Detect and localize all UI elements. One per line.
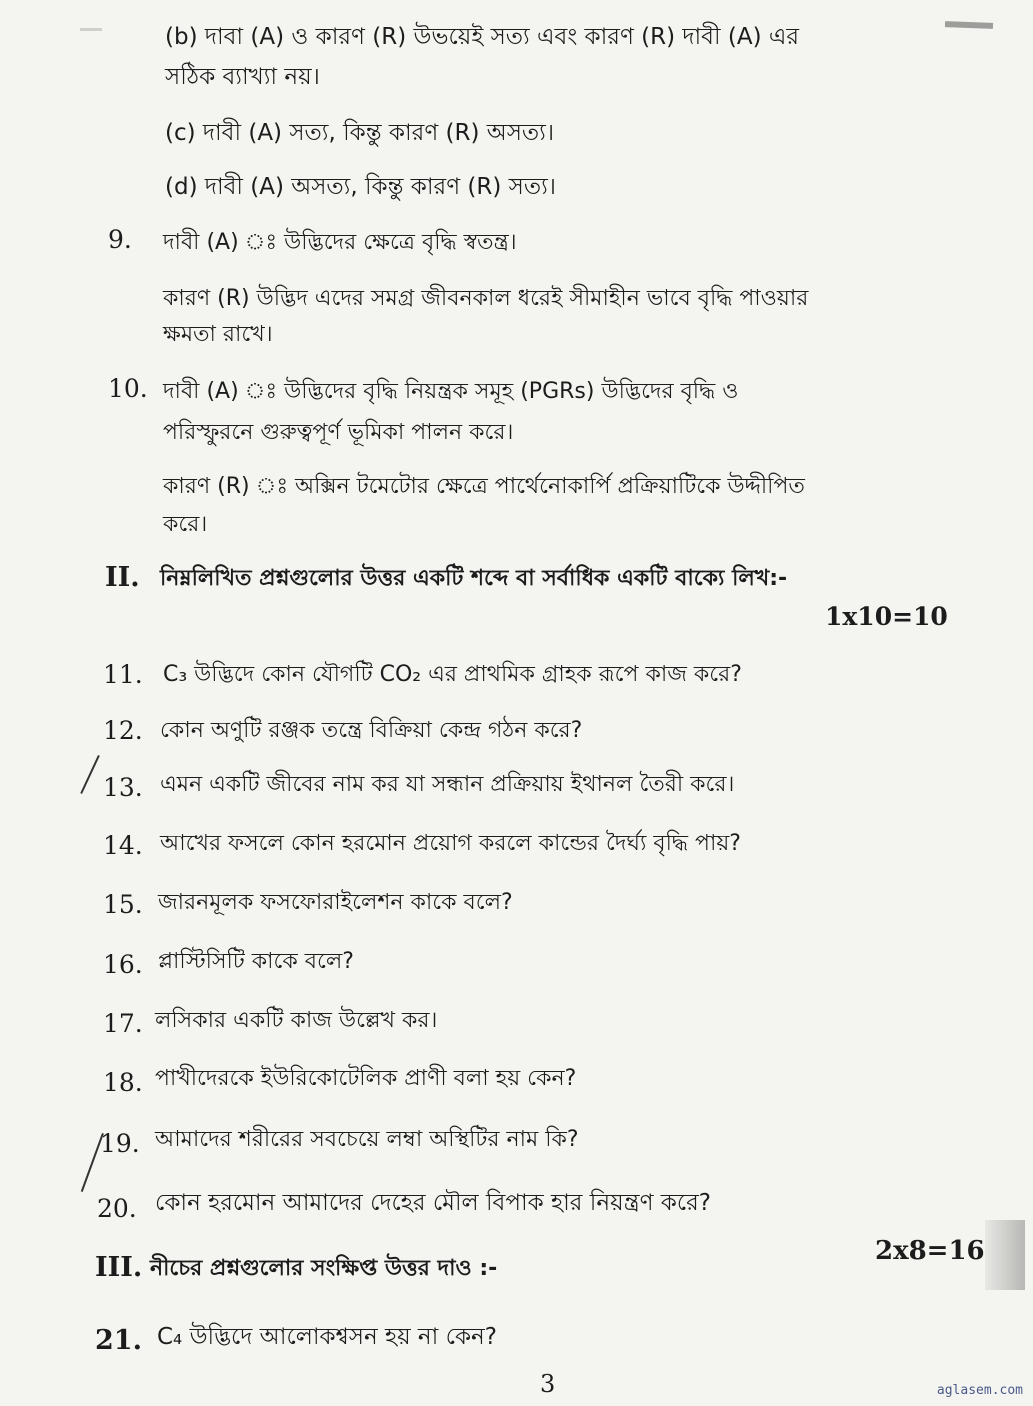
q10-assertion-line1: দাবী (A) ঃ উদ্ভিদের বৃদ্ধি নিয়ন্ত্রক সমূহ (PGRs) উদ্ভিদের বৃদ্ধি ও: [163, 379, 739, 404]
section2-marks: 1x10=10: [825, 602, 948, 631]
question-number: 21.: [95, 1325, 142, 1356]
question-number: 14.: [103, 831, 143, 860]
scan-artifact: [945, 21, 993, 29]
question-number: 16.: [103, 950, 143, 979]
question-number: 20.: [97, 1194, 137, 1223]
section2-heading: নিম্নলিখিত প্রশ্নগুলোর উত্তর একটি শব্দে বা সর্বাধিক একটি বাক্যে লিখ:-: [160, 566, 788, 591]
q9-reason-line2: ক্ষমতা রাখে।: [163, 322, 273, 347]
question-text: জারনমূলক ফসফোরাইলেশন কাকে বলে?: [158, 890, 513, 915]
scan-artifact: [80, 28, 102, 31]
question-number: 12.: [103, 716, 143, 745]
q9-reason-line1: কারণ (R) উদ্ভিদ এদের সমগ্র জীবনকাল ধরেই সীমাহীন ভাবে বৃদ্ধি পাওয়ার: [163, 286, 809, 311]
q10-assertion-line2: পরিস্ফুরনে গুরুত্বপূর্ণ ভূমিকা পালন করে।: [163, 420, 514, 445]
option-d: (d) দাবী (A) অসত্য, কিন্তু কারণ (R) সত্য।: [165, 174, 557, 200]
question-text: এমন একটি জীবের নাম কর যা সন্ধান প্রক্রিয়ায় ইথানল তৈরী করে।: [160, 772, 735, 797]
question-text: কোন হরমোন আমাদের দেহের মৌল বিপাক হার নিয়ন্ত্রণ করে?: [155, 1190, 711, 1216]
question-text: আখের ফসলে কোন হরমোন প্রয়োগ করলে কান্ডের দৈর্ঘ্য বৃদ্ধি পায়?: [160, 831, 741, 856]
question-number: 13.: [103, 773, 143, 802]
pen-tick-mark: [80, 755, 100, 794]
section-roman: II.: [105, 562, 140, 593]
question-number: 15.: [103, 890, 143, 919]
question-number: 11.: [103, 660, 143, 689]
scan-shadow: [985, 1220, 1025, 1290]
question-text: লসিকার একটি কাজ উল্লেখ কর।: [155, 1008, 438, 1033]
q10-reason-line2: করে।: [163, 512, 208, 537]
option-b-line2: সঠিক ব্যাখ্যা নয়।: [165, 64, 320, 90]
question-number: 17.: [103, 1009, 143, 1038]
section3-heading: নীচের প্রশ্নগুলোর সংক্ষিপ্ত উত্তর দাও :-: [150, 1256, 498, 1281]
question-text: প্লাস্টিসিটি কাকে বলে?: [158, 949, 354, 974]
section-roman: III.: [95, 1252, 143, 1283]
option-b-line1: (b) দাবা (A) ও কারণ (R) উভয়েই সত্য এবং কারণ (R) দাবী (A) এর: [165, 24, 800, 50]
question-text: C₄ উদ্ভিদে আলোকশ্বসন হয় না কেন?: [157, 1324, 497, 1350]
question-text: আমাদের শরীরের সবচেয়ে লম্বা অস্থিটির নাম কি?: [155, 1127, 579, 1152]
q9-assertion: দাবী (A) ঃ উদ্ভিদের ক্ষেত্রে বৃদ্ধি স্বতন্ত্র।: [163, 230, 517, 255]
watermark: aglasem.com: [936, 1383, 1023, 1398]
question-text: পাখীদেরকে ইউরিকোটেলিক প্রাণী বলা হয় কেন?: [155, 1066, 577, 1091]
question-number: 19.: [100, 1129, 140, 1158]
question-number: 10.: [108, 374, 148, 403]
pen-tick-mark: [81, 1133, 104, 1192]
question-number: 18.: [103, 1068, 143, 1097]
option-c: (c) দাবী (A) সত্য, কিন্তু কারণ (R) অসত্য।: [165, 120, 555, 146]
q10-reason-line1: কারণ (R) ঃ অক্সিন টমেটোর ক্ষেত্রে পার্থেনোকার্পি প্রক্রিয়াটিকে উদ্দীপিত: [163, 474, 805, 499]
question-text: কোন অণুটি রঞ্জক তন্ত্রে বিক্রিয়া কেন্দ্র গঠন করে?: [160, 718, 583, 743]
question-number: 9.: [108, 225, 132, 254]
section3-marks: 2x8=16: [875, 1236, 985, 1266]
page-number: 3: [540, 1370, 556, 1398]
question-text: C₃ উদ্ভিদে কোন যৌগটি CO₂ এর প্রাথমিক গ্রাহক রূপে কাজ করে?: [163, 662, 742, 687]
